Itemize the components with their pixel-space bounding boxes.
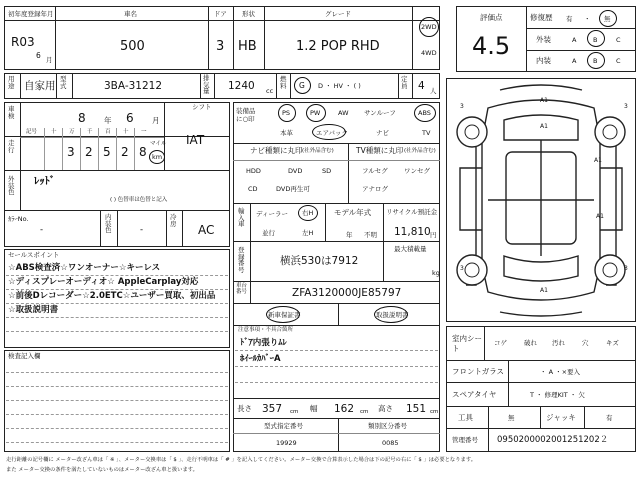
inspector-box — [4, 350, 230, 452]
capacity: 4 — [418, 80, 425, 92]
tools-label: 工具 — [458, 413, 473, 422]
wheel-front-right — [595, 117, 625, 147]
seat-label: 室内シート — [452, 334, 482, 353]
import-left: 左H — [302, 229, 314, 237]
import-dealer: ディーラー — [256, 210, 288, 218]
shift: IAT — [186, 133, 205, 147]
color-no-value: - — [40, 225, 44, 235]
restore-label: 修復歴 — [530, 13, 553, 22]
fuel-label: 燃料 — [280, 75, 287, 90]
tv-label: TV種類に丸印 — [356, 146, 404, 155]
new-car-warranty: 新車保証書 — [268, 311, 301, 319]
equip-aw: AW — [338, 109, 349, 117]
exterior-grade-label: 外装 — [536, 35, 551, 44]
equip-leather: 本革 — [280, 129, 293, 137]
mile-label: マイル — [150, 141, 167, 147]
height-value: 151 — [406, 403, 427, 415]
first-reg-month-unit: 月 — [46, 56, 53, 64]
mgmt-label: 管理番号 — [452, 436, 478, 444]
mgmt-value: 0950200002001251202２ — [497, 435, 609, 445]
recycle-value: 11,810 — [394, 226, 431, 238]
seat-item-2: 汚れ — [552, 339, 565, 347]
chassis-value: ZFA3120000JE85797 — [292, 287, 402, 299]
exterior-label: 外装色 — [8, 175, 15, 196]
diagram-label-right-rear: A1 — [596, 213, 604, 220]
inspection-month: 6 — [126, 111, 134, 125]
first-reg-era: R03 — [11, 35, 35, 49]
mileage-digit-1: 3 — [67, 145, 75, 159]
doors: 3 — [216, 39, 225, 54]
grade-label: グレード — [325, 10, 351, 18]
navi-dvd: DVD — [288, 167, 303, 175]
navi-note: (社外品含む) — [302, 148, 334, 154]
use: 自家用 — [24, 80, 56, 92]
exterior-grade-c: C — [616, 36, 621, 44]
recycle-unit: 円 — [430, 231, 437, 239]
model-year-label: モデル年式 — [334, 208, 372, 217]
model-name: 500 — [120, 39, 145, 54]
fuel-rest: D ・ HV ・ ( ) — [318, 82, 361, 90]
inspection-year-unit: 年 — [104, 116, 112, 125]
tools-value: 無 — [508, 414, 515, 422]
diagram-corner-fr: 3 — [624, 103, 628, 110]
width-value: 162 — [334, 403, 355, 415]
max-load-unit: kg — [432, 269, 440, 277]
wheel-rear-right — [595, 255, 625, 285]
interior-color-value: - — [140, 225, 144, 235]
equip-airbag: エアバック — [316, 129, 348, 137]
mileage-digit-label-5: 十 — [123, 129, 129, 135]
jack-label: ジャッキ — [546, 413, 576, 422]
seat-item-4: キズ — [606, 339, 619, 347]
mileage-digit-label-2: 万 — [69, 129, 75, 135]
drive-2wd: 2WD — [421, 23, 437, 31]
tv-analog: アナログ — [362, 185, 388, 193]
use-label: 用途 — [8, 75, 15, 90]
tv-oneseg: ワンセグ — [404, 167, 430, 175]
exterior-value: ﾚｯﾄﾞ — [34, 175, 55, 187]
navi-hdd: HDD — [246, 167, 261, 175]
type: 3BA-31212 — [104, 80, 163, 92]
height-label: 高さ — [378, 404, 393, 413]
interior-grade-b: B — [593, 57, 598, 65]
max-load-label: 最大積載量 — [394, 245, 427, 253]
import-parallel: 並行 — [262, 229, 275, 237]
diagram-corner-rl: 3 — [460, 265, 464, 272]
jack-value: 有 — [606, 414, 613, 422]
mileage-digit-label-1: 十 — [51, 129, 57, 135]
mileage-digit-label-6: 一 — [141, 129, 147, 135]
drive-4wd: 4WD — [421, 49, 437, 57]
certified-value: 19929 — [276, 439, 297, 447]
tv-note: (社外品含む) — [404, 148, 436, 154]
equip-ps: PS — [282, 109, 291, 117]
seat-item-1: 破れ — [524, 339, 537, 347]
mileage-digit-3: 5 — [103, 145, 111, 159]
interior-color-label: 内装色 — [105, 213, 112, 234]
model-name-label: 車名 — [124, 10, 137, 18]
equip-navi: ナビ — [376, 129, 389, 137]
doors-label: ドア — [214, 10, 227, 18]
manual: 取扱説明書 — [376, 311, 409, 319]
first-reg-label: 初年度登録年月 — [8, 10, 54, 18]
inspection-label: 車検 — [8, 105, 15, 120]
fuel-g: G — [299, 81, 305, 90]
length-value: 357 — [262, 403, 283, 415]
category-value: 0085 — [382, 439, 399, 447]
equip-abs: ABS — [418, 109, 431, 117]
certified-label: 型式指定番号 — [264, 422, 303, 430]
equip-tv: TV — [422, 129, 431, 137]
note-line-0: ﾄﾞｱ内張りﾑﾚ — [240, 338, 287, 348]
interior-grade-a: A — [572, 57, 577, 65]
sales-points-label: セールスポイント — [8, 251, 60, 259]
glass-label: フロントガラス — [452, 367, 505, 376]
equip-sunroof: サンルーフ — [364, 109, 396, 117]
shape-label: 形状 — [242, 10, 255, 18]
width-label: 幅 — [310, 404, 318, 413]
diagram-corner-fl: 3 — [460, 103, 464, 110]
glass-value: ・ A ・×要入 — [540, 368, 581, 376]
mileage-digit-label-4: 百 — [105, 129, 111, 135]
navi-sd: SD — [322, 167, 332, 175]
restore-option-no: 無 — [604, 15, 611, 23]
spare-value: T ・ 修理KIT ・ 欠 — [530, 391, 585, 399]
exterior-grade-a: A — [572, 36, 577, 44]
import-right: 右H — [302, 209, 314, 217]
shape: HB — [238, 39, 257, 54]
mileage-label: 走行 — [8, 139, 15, 154]
row2 — [4, 73, 440, 99]
category-label: 類別区分番号 — [368, 422, 407, 430]
mileage-digit-label-0: 記号 — [26, 129, 38, 135]
navi-label: ナビ種類に丸印 — [250, 146, 303, 155]
length-unit: cm — [290, 409, 299, 415]
notes-label: 注意事項・不具合箇所 — [238, 327, 294, 333]
footer-line-1: また メーター交換の条件を満たしていないものはメーター改ざん車と扱います。 — [6, 467, 198, 473]
sales-point-line-2: ☆前後Dレコーダー☆2.0ETC☆ユーザー買取、初出品 — [8, 291, 216, 301]
inspection-month-unit: 月 — [152, 116, 160, 125]
chassis-label: 車台番号 — [236, 283, 248, 295]
ac-value: AC — [198, 223, 215, 237]
mileage-digit-2: 2 — [85, 145, 93, 159]
equip-pw: PW — [310, 109, 321, 117]
sales-point-line-0: ☆ABS検査済☆ワンオーナー☆キーレス — [8, 263, 161, 273]
exterior-note: ( ) 色替車は色替と記入 — [110, 197, 168, 203]
seat-item-0: コゲ — [494, 339, 507, 347]
type-label: 型式 — [60, 75, 67, 90]
diagram-label-roof: A1 — [540, 123, 548, 130]
interior-grade-label: 内装 — [536, 56, 551, 65]
height-unit: cm — [430, 409, 439, 415]
shift-label: シフト — [192, 103, 212, 111]
sales-point-line-1: ☆ディスプレーオーディオ☆ AppleCarplay対応 — [8, 277, 199, 287]
note-line-1: ﾎｲｰﾙｶﾊﾞｰA — [240, 354, 281, 364]
km-label: km — [152, 153, 163, 161]
inspector-label: 検査記入欄 — [8, 352, 41, 360]
wheel-front-left — [457, 117, 487, 147]
cc-unit: cc — [266, 87, 274, 95]
registration-value: 横浜530は7912 — [280, 255, 359, 267]
ac-label: 冷房 — [170, 213, 177, 228]
diagram-label-right-door: A1 — [594, 157, 602, 164]
capacity-unit: 人 — [430, 87, 437, 95]
interior-grade-c: C — [616, 57, 621, 65]
equipment-label: 装備品に○印 — [236, 107, 256, 123]
recycle-label: リサイクル預託金 — [386, 208, 438, 216]
spare-label: スペアタイヤ — [452, 390, 497, 399]
diagram-label-front: A1 — [540, 97, 548, 104]
mileage-digit-label-3: 千 — [87, 129, 93, 135]
first-reg-month: 6 — [36, 51, 41, 60]
model-year-value: 不明 — [364, 231, 377, 239]
color-no-label: ｶﾗｰNo. — [8, 215, 29, 223]
width-unit: cm — [360, 409, 369, 415]
sales-point-line-3: ☆取扱説明書 — [8, 305, 59, 315]
score-value: 4.5 — [472, 32, 511, 60]
grade: 1.2 POP RHD — [296, 39, 380, 54]
displacement: 1240 — [228, 80, 255, 92]
exterior-grade-b: B — [593, 36, 598, 44]
seat-item-3: 穴 — [582, 339, 589, 347]
navi-dvd-play: DVD再生可 — [276, 185, 310, 193]
tv-fullseg: フルセグ — [362, 167, 388, 175]
diagram-label-rear: A1 — [540, 287, 548, 294]
car-diagram — [448, 80, 634, 320]
restore-option-yes: 有 — [566, 15, 573, 23]
model-year-unit: 年 — [346, 231, 353, 239]
mileage-digit-5: 8 — [139, 145, 147, 159]
mileage-digit-4: 2 — [121, 145, 129, 159]
score-label: 評価点 — [480, 13, 503, 22]
import-label: 輸入車 — [238, 207, 245, 228]
diagram-corner-rr: 3 — [624, 265, 628, 272]
displacement-label: 排気量 — [203, 74, 210, 95]
length-label: 長さ — [237, 404, 252, 413]
registration-label: 登録番号 — [238, 246, 245, 274]
inspection-year: 8 — [78, 111, 86, 125]
capacity-label: 定員 — [401, 75, 408, 90]
navi-cd: CD — [248, 185, 258, 193]
footer-line-0: 走行距離の記号欄に メーター改ざん車は「 ※ 」、メーター交換車は「 $ 」、走行不明車は「 # 」を記入してください。メーター交換で合算表示した場合は下の記号の右に「 $ 」は必要となります。 — [6, 457, 476, 463]
